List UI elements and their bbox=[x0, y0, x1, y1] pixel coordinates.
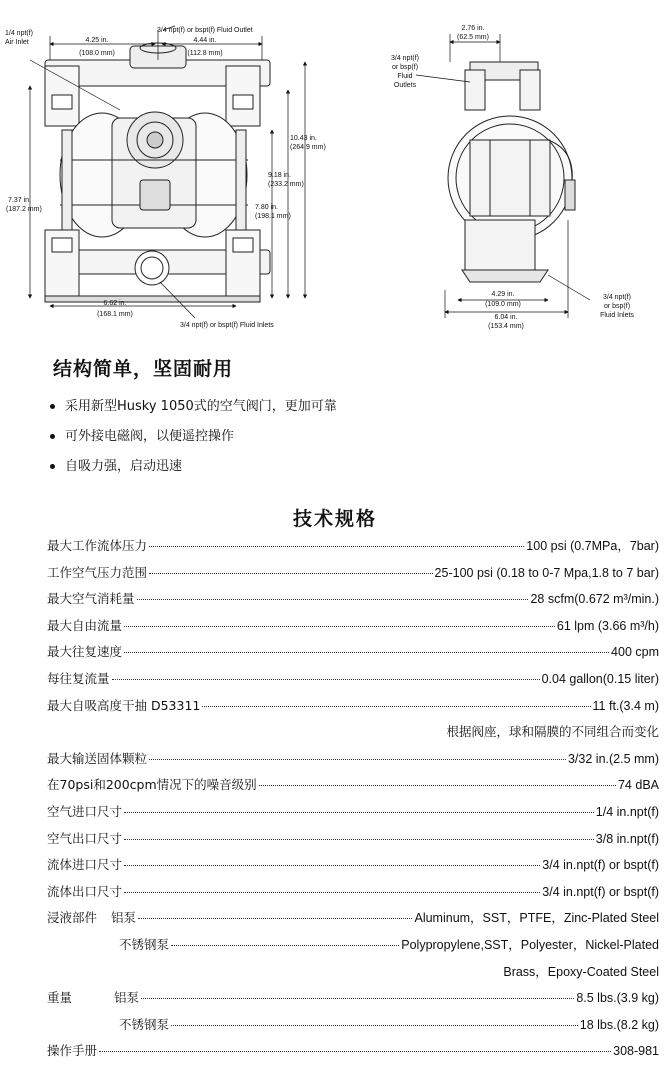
dotted-leader bbox=[141, 998, 574, 999]
spec-row bbox=[47, 935, 659, 962]
pump-side-view bbox=[448, 62, 575, 282]
pump-dimension-drawing bbox=[0, 0, 670, 340]
spec-value: 根据阀座，球和隔膜的不同组合而变化 bbox=[446, 725, 659, 740]
spec-value: 25-100 psi (0.18 to 0-7 Mpa,1.8 to 7 bar) bbox=[434, 565, 659, 580]
dotted-leader bbox=[124, 839, 594, 840]
dim-4-44: 4.44 in. bbox=[193, 37, 217, 44]
spec-row bbox=[47, 802, 659, 829]
dotted-leader bbox=[259, 785, 616, 786]
spec-value: 3/8 in.npt(f) bbox=[595, 831, 659, 846]
dim-2-76: 2.76 in. bbox=[461, 25, 485, 32]
feature-text: 采用新型Husky 1050式的空气阀门，更加可靠 bbox=[65, 399, 337, 414]
outlets-label-line3: Fluid bbox=[397, 73, 413, 80]
bullet-icon bbox=[50, 464, 55, 469]
spec-label: 最大自由流量 bbox=[47, 617, 123, 633]
feature-item bbox=[50, 396, 337, 426]
spec-value: 18 lbs.(8.2 kg) bbox=[579, 1017, 659, 1032]
spec-label: 最大输送固体颗粒 bbox=[47, 750, 148, 766]
spec-row bbox=[47, 616, 659, 643]
dotted-leader bbox=[112, 679, 540, 680]
spec-value: 1/4 in.npt(f) bbox=[595, 804, 659, 819]
dim-9-18: 9.18 in. bbox=[268, 172, 291, 179]
spec-value: 308-981 bbox=[613, 1044, 659, 1059]
spec-label: 最大空气消耗量 bbox=[47, 591, 135, 607]
dotted-leader bbox=[124, 865, 540, 866]
spec-row bbox=[47, 1015, 659, 1042]
spec-sublabel: 铝泵 bbox=[114, 990, 140, 1006]
spec-row bbox=[47, 1041, 659, 1068]
inlets-label-line1: 3/4 npt(f) bbox=[602, 294, 632, 301]
dotted-leader bbox=[137, 599, 529, 600]
spec-label: 流体出口尺寸 bbox=[47, 883, 123, 899]
fluid-inlets-label: 3/4 npt(f) or bspt(f) Fluid Inlets bbox=[180, 322, 274, 329]
pump-front-view bbox=[45, 43, 270, 302]
spec-value: 3/4 in.npt(f) or bspt(f) bbox=[542, 858, 659, 873]
spec-value: Polypropylene,SST，Polyester，Nickel-Plated bbox=[401, 937, 659, 952]
air-inlet-label-line1: 1/4 npt(f) bbox=[5, 30, 34, 37]
spec-row bbox=[47, 536, 659, 563]
spec-value: Brass，Epoxy-Coated Steel bbox=[503, 964, 659, 979]
spec-label: 最大往复速度 bbox=[47, 644, 123, 660]
dotted-leader bbox=[138, 918, 412, 919]
dotted-leader bbox=[124, 652, 609, 653]
dotted-leader bbox=[202, 706, 590, 707]
spec-row bbox=[47, 669, 659, 696]
spec-sublabel: 铝泵 bbox=[111, 910, 137, 926]
feature-text: 自吸力强，启动迅速 bbox=[65, 459, 183, 474]
spec-label: 工作空气压力范围 bbox=[47, 564, 148, 580]
air-inlet-label-line2: Air Inlet bbox=[5, 39, 29, 46]
dim-7-80-mm: (198.1 mm) bbox=[255, 213, 291, 220]
spec-row bbox=[47, 829, 659, 856]
dotted-leader bbox=[149, 573, 433, 574]
bullet-icon bbox=[50, 434, 55, 439]
specs-title: 技术规格 bbox=[292, 508, 377, 530]
spec-value: Aluminum，SST，PTFE，Zinc-Plated Steel bbox=[414, 911, 659, 926]
spec-row-continuation bbox=[47, 962, 659, 989]
feature-text: 可外接电磁阀，以便遥控操作 bbox=[65, 429, 235, 444]
spec-value: 0.04 gallon(0.15 liter) bbox=[541, 671, 659, 686]
spec-value: 100 psi (0.7MPa，7bar) bbox=[526, 539, 659, 553]
spec-row bbox=[47, 642, 659, 669]
dim-10-43: 10.43 in. bbox=[290, 135, 317, 142]
spec-label: 流体进口尺寸 bbox=[47, 857, 123, 873]
spec-row bbox=[47, 563, 659, 590]
spec-row bbox=[47, 589, 659, 616]
spec-label: 浸液部件 bbox=[47, 910, 98, 926]
dim-7-37-mm: (187.2 mm) bbox=[6, 206, 42, 213]
inlets-label-line2: or bsp(f) bbox=[603, 303, 631, 310]
dotted-leader bbox=[99, 1051, 611, 1052]
spec-row bbox=[47, 749, 659, 776]
spec-value: 11 ft.(3.4 m) bbox=[592, 698, 659, 713]
spec-value: 8.5 lbs.(3.9 kg) bbox=[576, 991, 659, 1006]
spec-sublabel: 不锈钢泵 bbox=[119, 936, 170, 952]
spec-label: 在70psi和200cpm情况下的噪音级别 bbox=[47, 777, 257, 793]
spec-row bbox=[47, 988, 659, 1015]
spec-label: 操作手册 bbox=[47, 1043, 98, 1059]
dim-6-62: 6.62 in. bbox=[103, 300, 127, 307]
spec-row bbox=[47, 855, 659, 882]
dim-10-43-mm: (264.9 mm) bbox=[290, 144, 326, 151]
spec-row bbox=[47, 908, 659, 935]
spec-row bbox=[47, 882, 659, 909]
dim-4-29: 4.29 in. bbox=[491, 291, 515, 298]
dim-2-76-mm: (62.5 mm) bbox=[457, 34, 489, 41]
spec-value: 28 scfm(0.672 m³/min.) bbox=[530, 592, 659, 607]
dotted-leader bbox=[124, 626, 555, 627]
features-list bbox=[50, 396, 337, 486]
spec-label: 最大工作流体压力 bbox=[47, 538, 148, 553]
spec-row-continuation bbox=[47, 722, 659, 749]
outlets-label-line4: Outlets bbox=[393, 82, 417, 89]
dim-6-04-mm: (153.4 mm) bbox=[488, 323, 524, 330]
spec-value: 3/32 in.(2.5 mm) bbox=[567, 751, 659, 766]
dim-4-25: 4.25 in. bbox=[85, 37, 109, 44]
spec-value: 3/4 in.npt(f) or bspt(f) bbox=[542, 884, 659, 899]
spec-row bbox=[47, 775, 659, 802]
spec-value: 400 cpm bbox=[611, 645, 659, 660]
spec-value: 61 lpm (3.66 m³/h) bbox=[556, 618, 659, 633]
dim-4-44-mm: (112.8 mm) bbox=[187, 50, 223, 57]
outlets-label-line1: 3/4 npt(f) bbox=[390, 55, 420, 62]
outlets-label-line2: or bsp(f) bbox=[391, 64, 419, 71]
dim-6-62-mm: (168.1 mm) bbox=[97, 311, 133, 318]
dim-4-29-mm: (109.0 mm) bbox=[485, 301, 521, 308]
fluid-outlet-label: 3/4 npt(f) or bspt(f) Fluid Outlet bbox=[157, 27, 253, 34]
dim-7-80: 7.80 in. bbox=[255, 204, 278, 211]
dim-4-25-mm: (108.0 mm) bbox=[79, 50, 115, 57]
spec-label: 空气出口尺寸 bbox=[47, 830, 123, 846]
spec-label: 每往复流量 bbox=[47, 670, 110, 686]
dotted-leader bbox=[149, 546, 524, 547]
feature-item bbox=[50, 426, 337, 456]
bullet-icon bbox=[50, 404, 55, 409]
dotted-leader bbox=[149, 759, 566, 760]
dim-9-18-mm: (233.2 mm) bbox=[268, 181, 304, 188]
dim-6-04: 6.04 in. bbox=[494, 314, 518, 321]
spec-label: 重量 bbox=[47, 990, 73, 1006]
dotted-leader bbox=[124, 812, 594, 813]
spec-label: 空气进口尺寸 bbox=[47, 803, 123, 819]
spec-value: 74 dBA bbox=[617, 778, 659, 793]
inlets-label-line3: Fluid Inlets bbox=[600, 312, 634, 319]
dotted-leader bbox=[171, 1025, 578, 1026]
spec-sublabel: 不锈钢泵 bbox=[119, 1016, 170, 1032]
dotted-leader bbox=[124, 892, 540, 893]
dotted-leader bbox=[171, 945, 399, 946]
features-heading: 结构简单，坚固耐用 bbox=[53, 358, 234, 380]
spec-row bbox=[47, 696, 659, 723]
spec-label: 最大自吸高度干抽 D53311 bbox=[47, 697, 201, 713]
dim-7-37: 7.37 in. bbox=[8, 197, 31, 204]
specs-table bbox=[47, 536, 659, 1068]
feature-item bbox=[50, 456, 337, 486]
